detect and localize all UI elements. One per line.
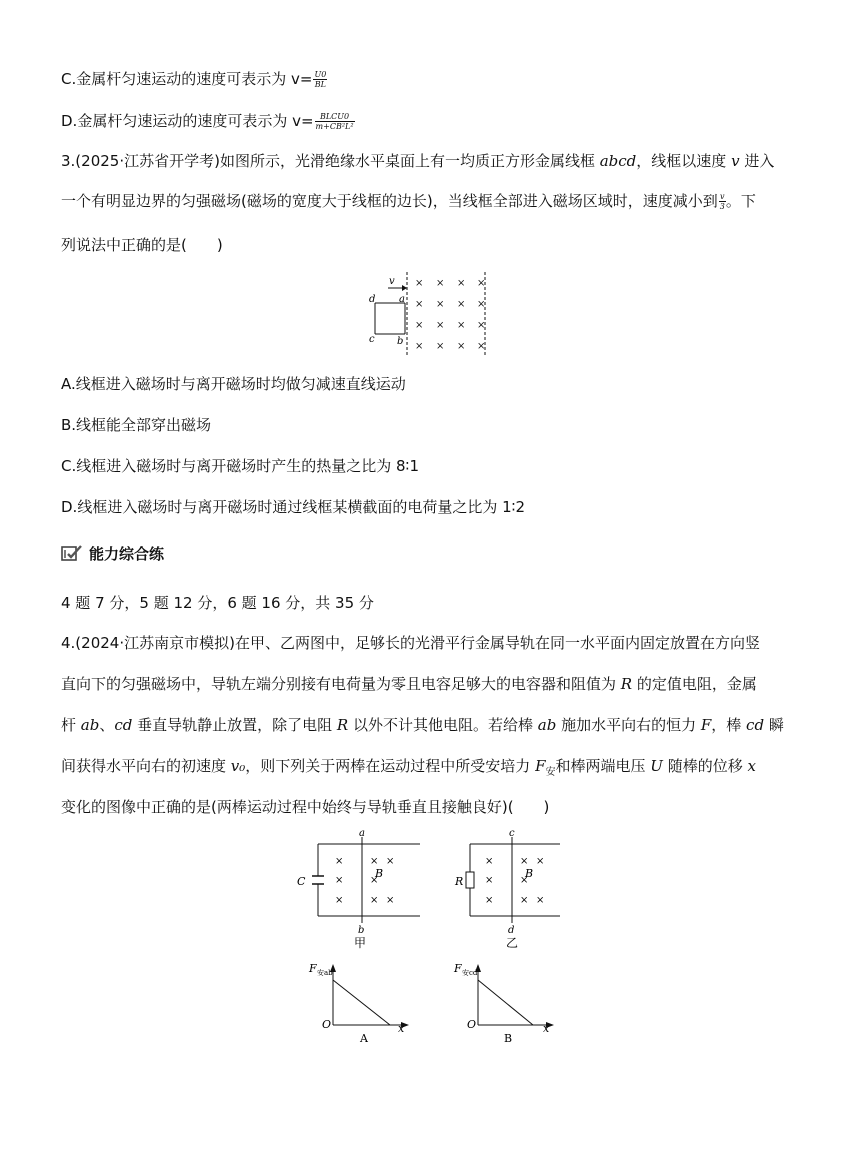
field-cross: × [520, 895, 529, 906]
q3-corner-d: d [369, 294, 376, 305]
rod-bottom-label-b: b [358, 925, 365, 936]
q3-stem-line3: 列说法中正确的是( ) [61, 236, 223, 254]
graph-a-caption: A [360, 1032, 368, 1045]
capacitor-label: C [297, 875, 306, 888]
q2-option-d: D.金属杆匀速运动的速度可表示为 v= $\frac{\text{BLCU0}}{\text{m+CB²L²}}$ [61, 112, 354, 131]
field-cross: × [457, 299, 466, 310]
field-cross: × [415, 299, 424, 310]
field-cross: × [436, 299, 445, 310]
section-title: 能力综合练 [89, 545, 165, 563]
caption-yi: 乙 [506, 936, 519, 950]
q4-stem-line5: 变化的图像中正确的是(两棒运动过程中始终与导轨垂直且接触良好)( ) [61, 798, 550, 816]
field-label-b: B [525, 867, 534, 880]
q3-option-a: A.线框进入磁场时与离开磁场时均做匀减速直线运动 [61, 375, 406, 393]
field-cross: × [386, 856, 395, 867]
section-scoring: 4 题 7 分，5 题 12 分，6 题 16 分，共 35 分 [61, 594, 374, 612]
field-cross: × [477, 341, 486, 352]
field-cross: × [520, 875, 529, 886]
q3-figure [365, 272, 495, 358]
field-cross: × [335, 895, 344, 906]
field-cross: × [477, 278, 486, 289]
field-cross: × [457, 341, 466, 352]
field-cross: × [436, 341, 445, 352]
graph-a-xlabel: x [398, 1022, 405, 1035]
rod-bottom-label-d: d [508, 925, 515, 936]
yi-field-crosses [485, 856, 544, 906]
q4-stem-line3: 杆 ab、cd 垂直导轨静止放置，除了电阻 R 以外不计其他电阻。若给棒 ab 施加水平向右的恒力 F，棒 cd 瞬 [61, 716, 784, 734]
q2-option-c-fraction: $\frac{U0}{BL}$ [314, 70, 327, 89]
field-cross: × [415, 320, 424, 331]
graph-b-origin: O [467, 1018, 477, 1031]
rod-top-label-c: c [509, 828, 515, 839]
q3-corner-c: c [369, 334, 375, 345]
resistor-label: R [455, 875, 464, 888]
field-cross: × [485, 856, 494, 867]
field-cross: × [485, 895, 494, 906]
field-cross: × [457, 320, 466, 331]
q2-option-d-fraction: $\frac{\text{BLCU0}}{\text{m+CB²L²}}$ [315, 112, 354, 131]
q4-stem-line1: 4.(2024·江苏南京市模拟)在甲、乙两图中，足够长的光滑平行金属导轨在同一水平面内固定放置在方向竖 [61, 634, 760, 652]
q4-figure-yi [450, 827, 580, 952]
field-cross: × [370, 856, 379, 867]
field-cross: × [370, 875, 379, 886]
graph-b-ylabel: F [454, 962, 462, 975]
graph-b-ysub: 安cd [462, 969, 478, 977]
field-cross: × [477, 299, 486, 310]
q3-corner-b: b [397, 336, 404, 347]
q3-velocity-label: v [389, 276, 395, 287]
field-cross: × [335, 856, 344, 867]
graph-b-xlabel: x [543, 1022, 550, 1035]
caption-jia: 甲 [354, 936, 367, 950]
resistor [466, 872, 474, 888]
q3-option-d: D.线框进入磁场时与离开磁场时通过线框某横截面的电荷量之比为 1∶2 [61, 498, 526, 516]
q4-graph-b [450, 958, 560, 1046]
graph-b-line [478, 980, 533, 1025]
field-cross: × [335, 875, 344, 886]
field-cross: × [520, 856, 529, 867]
jia-field-crosses [335, 856, 394, 906]
field-cross: × [536, 856, 545, 867]
q4-stem-line4: 间获得水平向右的初速度 v₀，则下列关于两棒在运动过程中所受安培力 $F_安$和棒两端电压 U 随棒的位移 x [61, 757, 756, 778]
field-cross: × [477, 320, 486, 331]
graph-a-origin: O [322, 1018, 332, 1031]
q4-graph-a [305, 958, 415, 1046]
section-header [61, 543, 164, 564]
q3-field-crosses [415, 278, 485, 352]
q3-stem-line1: 3.(2025·江苏省开学考)如图所示，光滑绝缘水平桌面上有一均质正方形金属线框 abcd，线框以速度 v 进入 [61, 152, 775, 170]
graph-b-caption: B [504, 1032, 513, 1045]
q3-option-c: C.线框进入磁场时与离开磁场时产生的热量之比为 8∶1 [61, 457, 420, 475]
q3-stem-line2: 一个有明显边界的匀强磁场(磁场的宽度大于线框的边长)，当线框全部进入磁场区域时，速度减小到 $\frac{v}{3}$ 。下 [61, 192, 756, 211]
field-cross: × [386, 895, 395, 906]
q3-corner-a: a [399, 294, 405, 305]
q2-option-c: C.金属杆匀速运动的速度可表示为 v= $\frac{U0}{BL}$ [61, 70, 327, 89]
q4-figure-jia [292, 827, 422, 952]
graph-a-ylabel: F [309, 962, 317, 975]
field-cross: × [536, 895, 545, 906]
q3-option-b: B.线框能全部穿出磁场 [61, 416, 212, 434]
graph-a-ysub: 安ab [317, 969, 333, 977]
field-cross: × [415, 341, 424, 352]
q3-speed-fraction: $\frac{v}{3}$ [719, 192, 725, 211]
pencil-check-icon [61, 544, 83, 562]
field-cross: × [457, 278, 466, 289]
field-label-b: B [375, 867, 384, 880]
field-cross: × [436, 278, 445, 289]
field-cross: × [436, 320, 445, 331]
rod-top-label-a: a [359, 828, 365, 839]
field-cross: × [370, 895, 379, 906]
q4-stem-line2: 直向下的匀强磁场中，导轨左端分别接有电荷量为零且电容足够大的电容器和阻值为 R 的定值电阻，金属 [61, 675, 757, 693]
graph-a-line [333, 980, 390, 1025]
field-cross: × [415, 278, 424, 289]
field-cross: × [485, 875, 494, 886]
